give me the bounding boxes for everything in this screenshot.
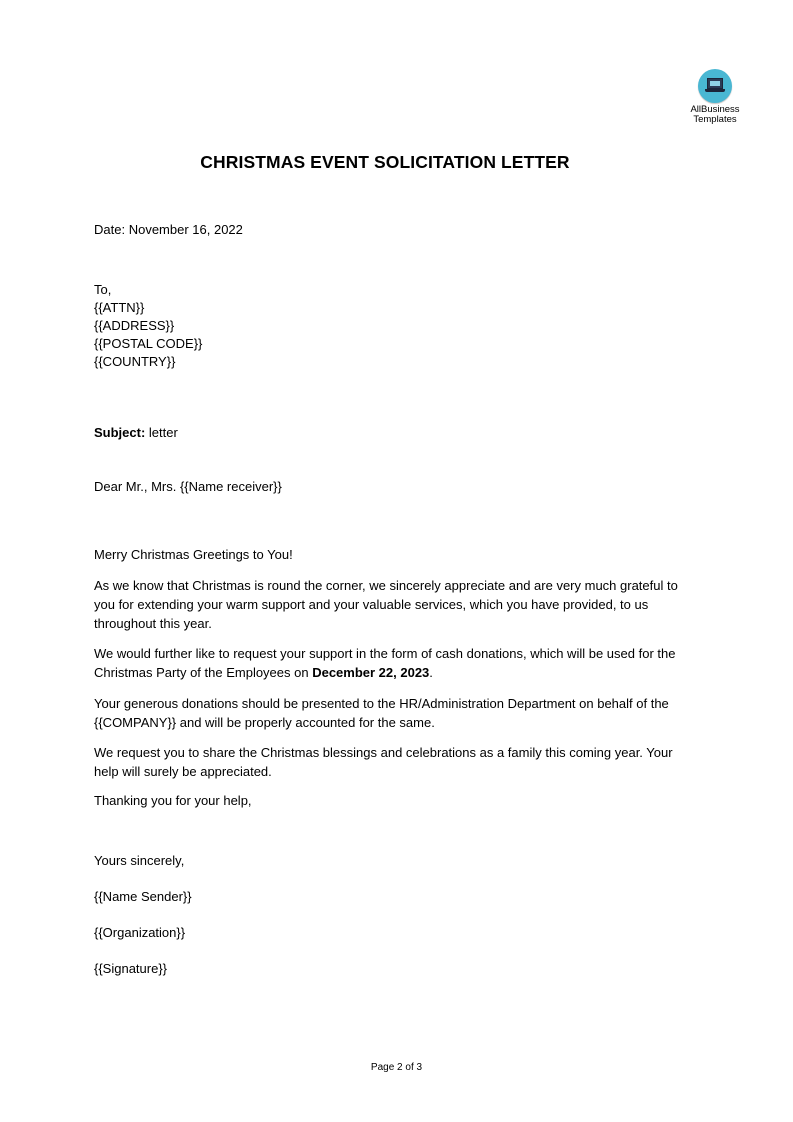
paragraph-2-start: We would further like to request your support in the form of cash donations, which will be used for the Christmas Party of the Employees on [94, 646, 676, 680]
sender-organization: {{Organization}} [94, 925, 186, 940]
recipient-address: {{ADDRESS}} [94, 318, 175, 333]
logo-line-2: Templates [693, 114, 737, 125]
greeting: Merry Christmas Greetings to You! [94, 547, 293, 562]
logo-line-1: AllBusiness [690, 104, 740, 115]
paragraph-3 [94, 694, 694, 732]
sender-name: {{Name Sender}} [94, 889, 192, 904]
sign-off: Yours sincerely, [94, 853, 185, 868]
paragraph-1-text: As we know that Christmas is round the corner, we sincerely appreciate and are very much grateful to you for extending your warm support and your valuable services, which you have provided, to us throughout this year. [94, 578, 678, 631]
recipient-to: To, [94, 282, 112, 297]
thanks-line: Thanking you for your help, [94, 793, 252, 808]
date-label: Date: [94, 222, 126, 237]
paragraph-2 [94, 644, 694, 682]
event-date: December 22, 2023 [312, 665, 430, 680]
recipient-postal-code: {{POSTAL CODE}} [94, 336, 203, 351]
logo-text [672, 105, 758, 125]
laptop-icon [698, 69, 732, 103]
page-number: Page 2 of 3 [370, 1062, 423, 1073]
paragraph-2-text [94, 644, 694, 682]
paragraph-4-text: We request you to share the Christmas blessings and celebrations as a family this coming year. Your help will surely be appreciated. [94, 745, 673, 779]
paragraph-2-end: . [429, 665, 433, 680]
paragraph-3-text: Your generous donations should be presented to the HR/Administration Department on behalf of the {{COMPANY}} and will be properly accounted for the same. [94, 696, 669, 730]
recipient-attn: {{ATTN}} [94, 300, 145, 315]
paragraph-1 [94, 576, 694, 633]
date-value: November 16, 2022 [128, 222, 243, 237]
salutation: Dear Mr., Mrs. {{Name receiver}} [94, 479, 282, 494]
sender-signature: {{Signature}} [94, 961, 168, 976]
subject-line [94, 424, 178, 442]
company-logo [672, 66, 758, 125]
date-line [94, 221, 243, 239]
paragraph-4 [94, 743, 694, 781]
subject-value: letter [148, 425, 178, 440]
subject-label: Subject: [94, 425, 146, 440]
document-title: CHRISTMAS EVENT SOLICITATION LETTER [200, 152, 570, 172]
recipient-country: {{COUNTRY}} [94, 354, 176, 369]
